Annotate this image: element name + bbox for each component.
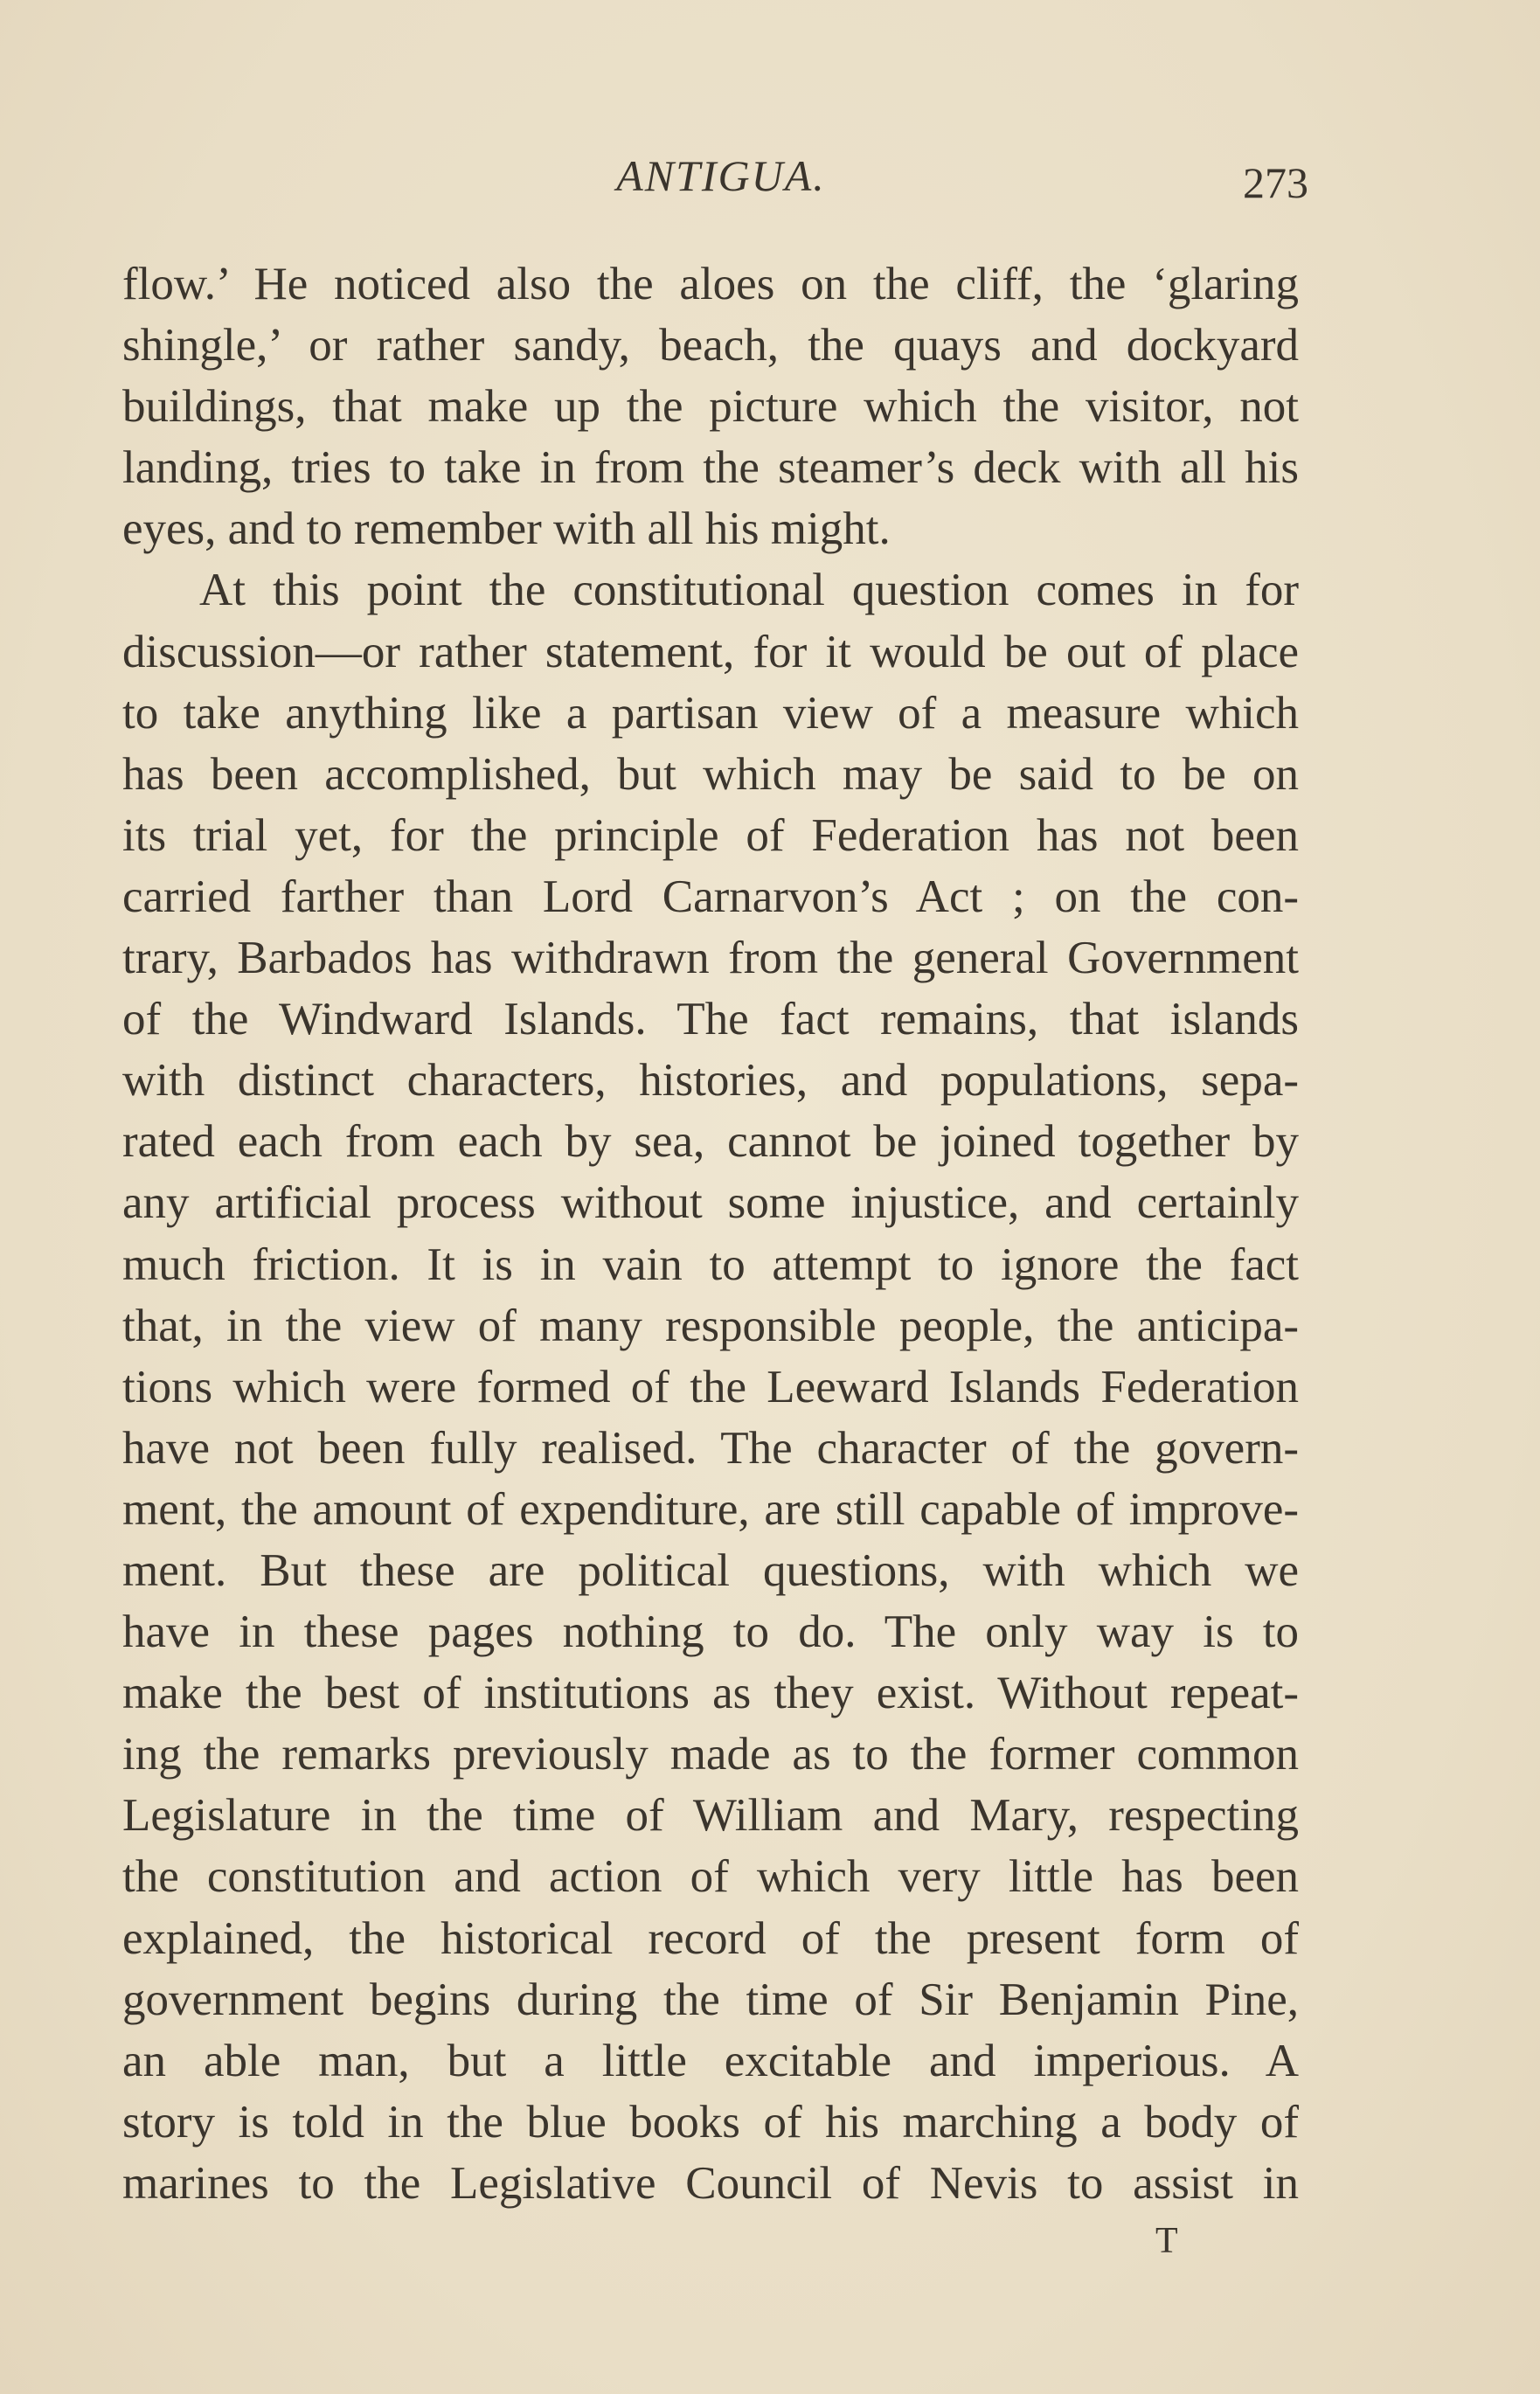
text-line: flow.’ He noticed also the aloes on the cliff, the ‘glaring xyxy=(122,259,1299,309)
text-line: tions which were formed of the Leeward Islands Federation xyxy=(122,1361,1299,1412)
text-line: have in these pages nothing to do. The only way is to xyxy=(122,1606,1299,1658)
text-line: discussion—or rather statement, for it would be out of place xyxy=(122,626,1299,677)
signature-mark: T xyxy=(1155,2221,1178,2261)
text-line: any artificial process without some injustice, and certainly xyxy=(122,1177,1299,1229)
text-line: story is told in the blue books of his marching a body of xyxy=(122,2096,1299,2148)
text-line: government begins during the time of Sir Benjamin Pine, xyxy=(122,1974,1299,2025)
text-line: of the Windward Islands. The fact remains, that islands xyxy=(122,994,1299,1045)
text-line: carried farther than Lord Carnarvon’s Act ; on the con- xyxy=(122,871,1299,922)
text-line: eyes, and to remember with all his might. xyxy=(122,503,891,555)
text-line: marines to the Legislative Council of Nevis to assist in xyxy=(122,2157,1299,2209)
text-line: landing, tries to take in from the steamer’s deck with all his xyxy=(122,442,1299,494)
text-line: Legislature in the time of William and Mary, respecting xyxy=(122,1790,1299,1842)
text-line: buildings, that make up the picture which the visitor, not xyxy=(122,381,1299,433)
text-line: explained, the historical record of the present form of xyxy=(122,1912,1299,1964)
text-line: its trial yet, for the principle of Federation has not been xyxy=(122,809,1299,861)
text-line: ment. But these are political questions, with which we xyxy=(122,1544,1299,1596)
text-line: much friction. It is in vain to attempt to ignore the fact xyxy=(122,1239,1299,1290)
body-text xyxy=(122,253,1299,2214)
text-line: have not been fully realised. The character of the govern- xyxy=(122,1422,1299,1474)
text-line: make the best of institutions as they exist. Without repeat- xyxy=(122,1668,1299,1719)
running-title: ANTIGUA. xyxy=(616,151,826,200)
text-line: ment, the amount of expenditure, are still capable of improve- xyxy=(122,1483,1299,1535)
text-line: At this point the constitutional question comes in for xyxy=(199,565,1299,616)
text-line: shingle,’ or rather sandy, beach, the quays and dockyard xyxy=(122,320,1299,371)
page-number: 273 xyxy=(1243,158,1308,207)
text-line: an able man, but a little excitable and imperious. A xyxy=(122,2035,1299,2086)
text-line: rated each from each by sea, cannot be joined together by xyxy=(122,1116,1299,1168)
text-line: has been accomplished, but which may be said to be on xyxy=(122,748,1299,800)
text-line: to take anything like a partisan view of a measure which xyxy=(122,687,1299,739)
text-line: ing the remarks previously made as to the former common xyxy=(122,1729,1299,1780)
text-line: that, in the view of many responsible people, the anticipa- xyxy=(122,1300,1299,1351)
text-line: trary, Barbados has withdrawn from the general Government xyxy=(122,933,1299,984)
text-line: the constitution and action of which very little has been xyxy=(122,1851,1299,1903)
text-line: with distinct characters, histories, and populations, sepa- xyxy=(122,1055,1299,1107)
